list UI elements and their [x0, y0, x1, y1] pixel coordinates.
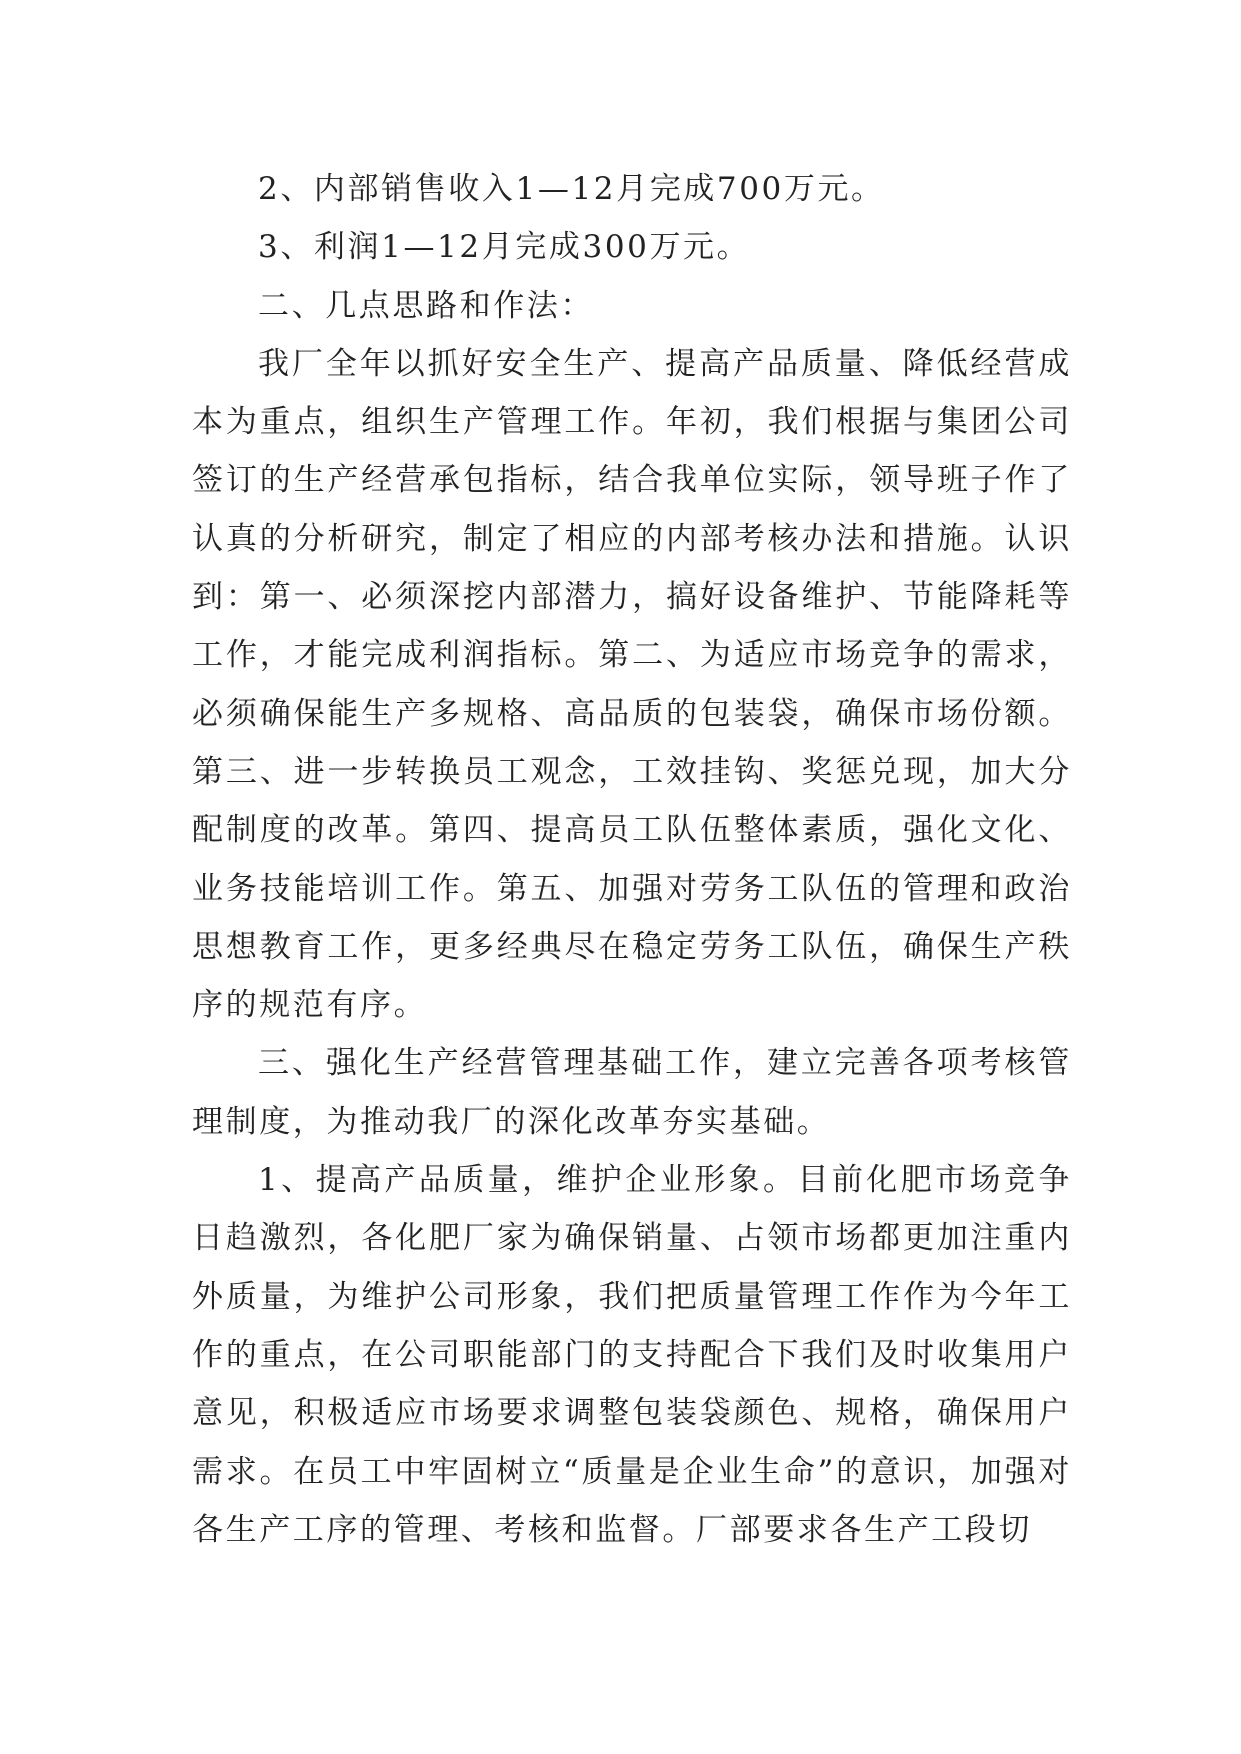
paragraph-internal-sales: 2、内部销售收入1—12月完成700万元。: [258, 171, 885, 207]
section-heading-ideas: 二、几点思路和作法：: [258, 287, 594, 324]
paragraph-profit: 3、利润1—12月完成300万元。: [258, 229, 751, 266]
paragraph-product-quality: 1、提高产品质量，维护企业形象。目前化肥市场竞争日趋激烈，各化肥厂家为确保销量、占领市场都更加注重内外质量，为维护公司形象，我们把质量管理工作作为今年工作的重点，在公司职能部门的支持配合下我们及时收集用户意见，积极适应市场要求调整包装袋颜色、规格，确保用户需求。在员工中牢固树立“质量是企业生命”的意识，加强对各生产工序的管理、考核和监督。厂部要求各生产工段切: [192, 1162, 1072, 1548]
paragraph-annual-focus: 我厂全年以抓好安全生产、提高产品质量、降低经营成本为重点，组织生产管理工作。年初，我们根据与集团公司签订的生产经营承包指标，结合我单位实际，领导班子作了认真的分析研究，制定了相应的内部考核办法和措施。认识到：第一、必须深挖内部潜力，搞好设备维护、节能降耗等工作，才能完成利润指标。第二、为适应市场竞争的需求，必须确保能生产多规格、高品质的包装袋，确保市场份额。第三、进一步转换员工观念，工效挂钩、奖惩兑现，加大分配制度的改革。第四、提高员工队伍整体素质，强化文化、业务技能培训工作。第五、加强对劳务工队伍的管理和政治思想教育工作，更多经典尽在稳定劳务工队伍，确保生产秩序的规范有序。: [192, 345, 1072, 1024]
document-body: [192, 160, 1072, 1559]
section-heading-management: 三、强化生产经营管理基础工作，建立完善各项考核管理制度，为推动我厂的深化改革夯实基础。: [192, 1045, 1072, 1140]
